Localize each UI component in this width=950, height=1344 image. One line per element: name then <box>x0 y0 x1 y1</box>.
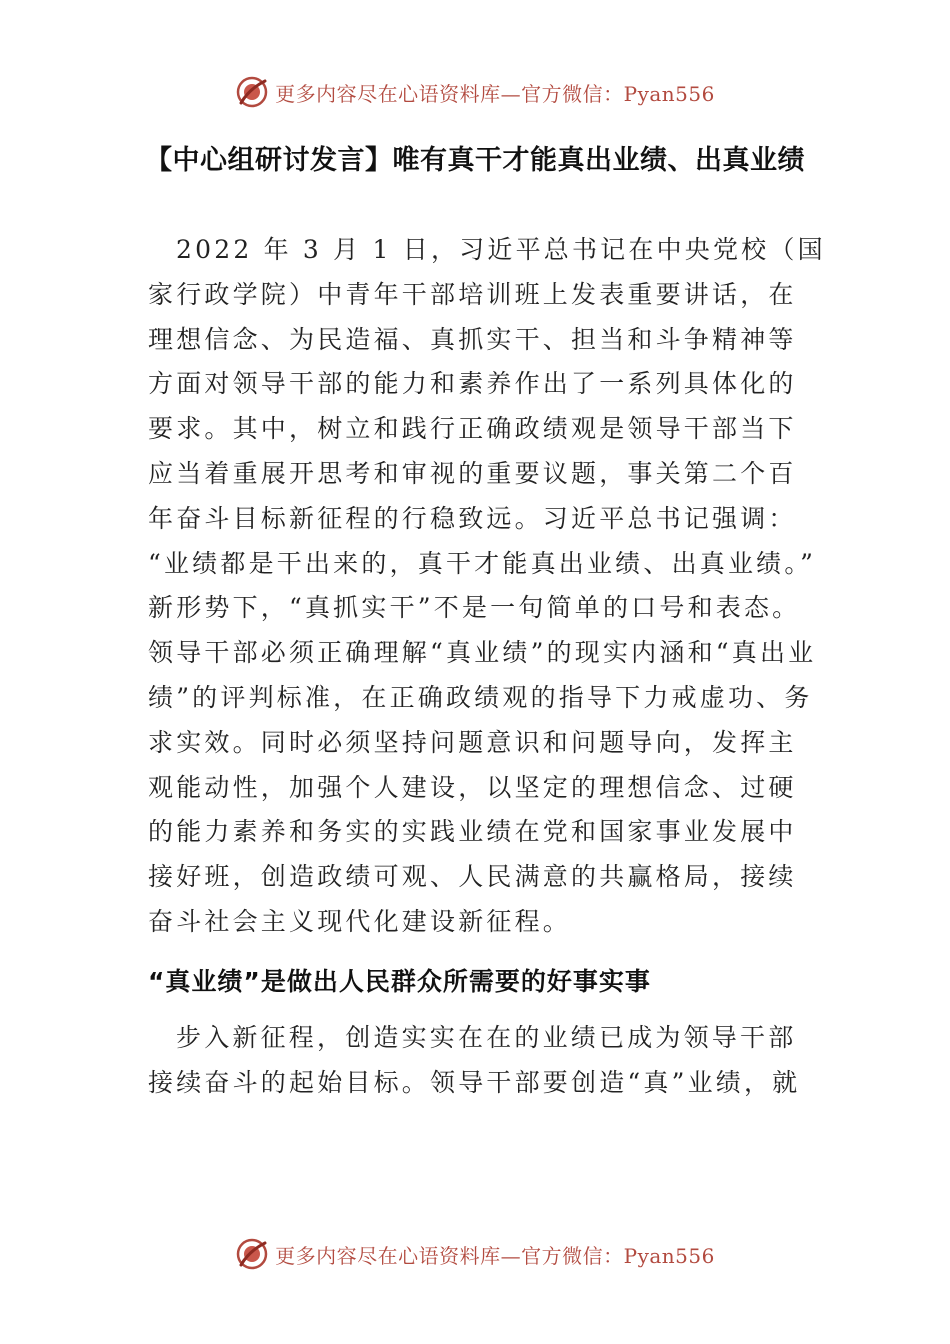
paragraph-line: 要求。其中，树立和践行正确政绩观是领导干部当下 <box>148 414 797 444</box>
header-banner-text: 更多内容尽在心语资料库—官方微信：Pyan556 <box>275 81 715 106</box>
body-paragraph-1 <box>148 228 826 945</box>
header-banner <box>0 72 950 112</box>
paragraph-line: 应当着重展开思考和审视的重要议题，事关第二个百 <box>148 458 797 488</box>
paragraph-line: 奋斗社会主义现代化建设新征程。 <box>148 906 572 936</box>
paragraph-line: 接好班，创造政绩可观、人民满意的共赢格局，接续 <box>148 862 797 892</box>
document-title: 【中心组研讨发言】唯有真干才能真出业绩、出真业绩 <box>145 145 805 176</box>
paragraph-line: “业绩都是干出来的，真干才能真出业绩、出真业绩。” <box>148 548 817 578</box>
paragraph-line: 观能动性，加强个人建设，以坚定的理想信念、过硬 <box>148 772 797 802</box>
paragraph-line: 接续奋斗的起始目标。领导干部要创造“真”业绩，就 <box>148 1067 801 1097</box>
red-seal-logo-icon <box>235 75 269 109</box>
paragraph-line: 新形势下，“真抓实干”不是一句简单的口号和表态。 <box>148 593 801 623</box>
paragraph-line: 理想信念、为民造福、真抓实干、担当和斗争精神等 <box>148 324 797 354</box>
paragraph-line: 步入新征程，创造实实在在的业绩已成为领导干部 <box>176 1023 797 1052</box>
red-seal-logo-icon <box>235 1237 269 1271</box>
footer-banner <box>0 1234 950 1274</box>
paragraph-line: 的能力素养和务实的实践业绩在党和国家事业发展中 <box>148 817 797 847</box>
section-heading: “真业绩”是做出人民群众所需要的好事实事 <box>148 967 651 996</box>
body-paragraph-2 <box>148 1016 810 1106</box>
paragraph-line: 2022 年 3 月 1 日，习近平总书记在中央党校（国 <box>176 235 826 264</box>
footer-banner-text: 更多内容尽在心语资料库—官方微信：Pyan556 <box>275 1243 715 1268</box>
paragraph-line: 年奋斗目标新征程的行稳致远。习近平总书记强调： <box>148 503 797 533</box>
paragraph-line: 求实效。同时必须坚持问题意识和问题导向，发挥主 <box>148 727 797 757</box>
paragraph-line: 家行政学院）中青年干部培训班上发表重要讲话，在 <box>148 279 797 309</box>
paragraph-line: 方面对领导干部的能力和素养作出了一系列具体化的 <box>148 369 797 399</box>
paragraph-line: 领导干部必须正确理解“真业绩”的现实内涵和“真出业 <box>148 638 817 668</box>
paragraph-line: 绩”的评判标准，在正确政绩观的指导下力戒虚功、务 <box>148 682 813 712</box>
